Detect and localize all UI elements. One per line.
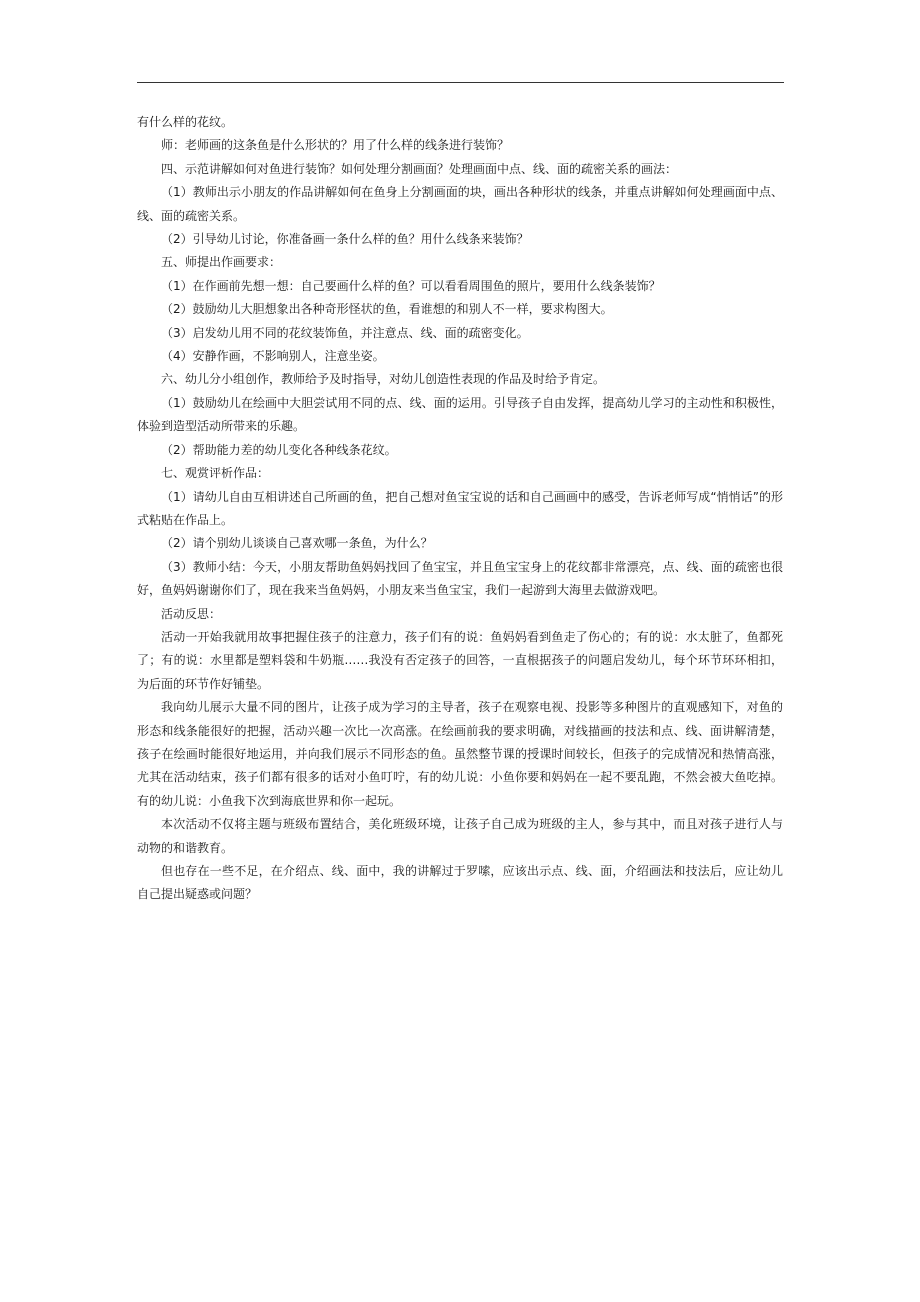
paragraph: 但也存在一些不足，在介绍点、线、面中，我的讲解过于罗嗦，应该出示点、线、面，介绍画法和技法后，应让幼儿自己提出疑惑或问题？: [137, 864, 783, 902]
section-heading: 四、示范讲解如何对鱼进行装饰？如何处理分割画面？处理画面中点、线、面的疏密关系的画法：: [161, 161, 678, 176]
list-item: （3）启发幼儿用不同的花纹装饰鱼，并注意点、线、面的疏密变化。: [161, 325, 529, 340]
list-item: （2）引导幼儿讨论，你准备画一条什么样的鱼？用什么线条来装饰？: [161, 232, 529, 247]
list-item: （1）鼓励幼儿在绘画中大胆尝试用不同的点、线、面的运用。引导孩子自由发挥，提高幼儿学习的主动性和积极性，体验到造型活动所带来的乐趣。: [137, 395, 783, 434]
list-item: （2）帮助能力差的幼儿变化各种线条花纹。: [161, 442, 397, 457]
paragraph: 我向幼儿展示大量不同的图片，让孩子成为学习的主导者，孩子在观察电视、投影等多种图片的直观感知下，对鱼的形态和线条能很好的把握，活动兴趣一次比一次高涨。在绘画前我的要求明确，对线描画的技法和点、线、面讲解清楚，孩子在绘画时能很好地运用，并向我们展示不同形态的鱼。虽然整节课的授课时间较长，但孩子的完成情况和热情高涨，尤其在活动结束，孩子们都有很多的话对小鱼叮咛，有的幼儿说：小鱼你要和妈妈在一起不要乱跑，不然会被大鱼吃掉。有的幼儿说：小鱼我下次到海底世界和你一起玩。: [137, 700, 783, 808]
list-item: （4）安静作画，不影响别人，注意坐姿。: [161, 349, 385, 364]
section-heading: 六、幼儿分小组创作，教师给予及时指导，对幼儿创造性表现的作品及时给予肯定。: [161, 372, 606, 387]
paragraph: 本次活动不仅将主题与班级布置结合，美化班级环境，让孩子自己成为班级的主人，参与其中，而且对孩子进行人与动物的和谐教育。: [137, 817, 783, 855]
paragraph: 活动一开始我就用故事把握住孩子的注意力，孩子们有的说：鱼妈妈看到鱼走了伤心的；有的说：水太脏了，鱼都死了；有的说：水里都是塑料袋和牛奶瓶……我没有否定孩子的回答，一直根据孩子的问题启发幼儿，每个环节环环相扣，为后面的环节作好铺垫。: [137, 629, 783, 691]
list-item: （1）请幼儿自由互相讲述自己所画的鱼，把自己想对鱼宝宝说的话和自己画画中的感受，告诉老师写成“悄悄话”的形式粘贴在作品上。: [137, 489, 783, 527]
list-item: （2）请个别幼儿谈谈自己喜欢哪一条鱼，为什么？: [161, 536, 433, 551]
paragraph: 有什么样的花纹。: [137, 115, 234, 129]
paragraph: 师：老师画的这条鱼是什么形状的？用了什么样的线条进行装饰？: [161, 138, 510, 153]
document-body: [137, 111, 783, 907]
section-heading: 七、观赏评析作品：: [161, 466, 270, 481]
list-item: （1）在作画前先想一想：自己要画什么样的鱼？可以看看周围鱼的照片，要用什么线条装饰？: [161, 278, 661, 293]
list-item: （3）教师小结：今天，小朋友帮助鱼妈妈找回了鱼宝宝，并且鱼宝宝身上的花纹都非常漂亮，点、线、面的疏密也很好，鱼妈妈谢谢你们了，现在我来当鱼妈妈，小朋友来当鱼宝宝，我们一起游到大海里去做游戏吧。: [137, 559, 783, 598]
section-heading: 五、师提出作画要求：: [161, 255, 282, 270]
list-item: （1）教师出示小朋友的作品讲解如何在鱼身上分割画面的块，画出各种形状的线条，并重点讲解如何处理画面中点、线、面的疏密关系。: [137, 185, 783, 223]
header-rule: [137, 82, 784, 83]
section-heading: 活动反思：: [161, 606, 222, 621]
list-item: （2）鼓励幼儿大胆想象出各种奇形怪状的鱼，看谁想的和别人不一样，要求构图大。: [161, 302, 613, 317]
